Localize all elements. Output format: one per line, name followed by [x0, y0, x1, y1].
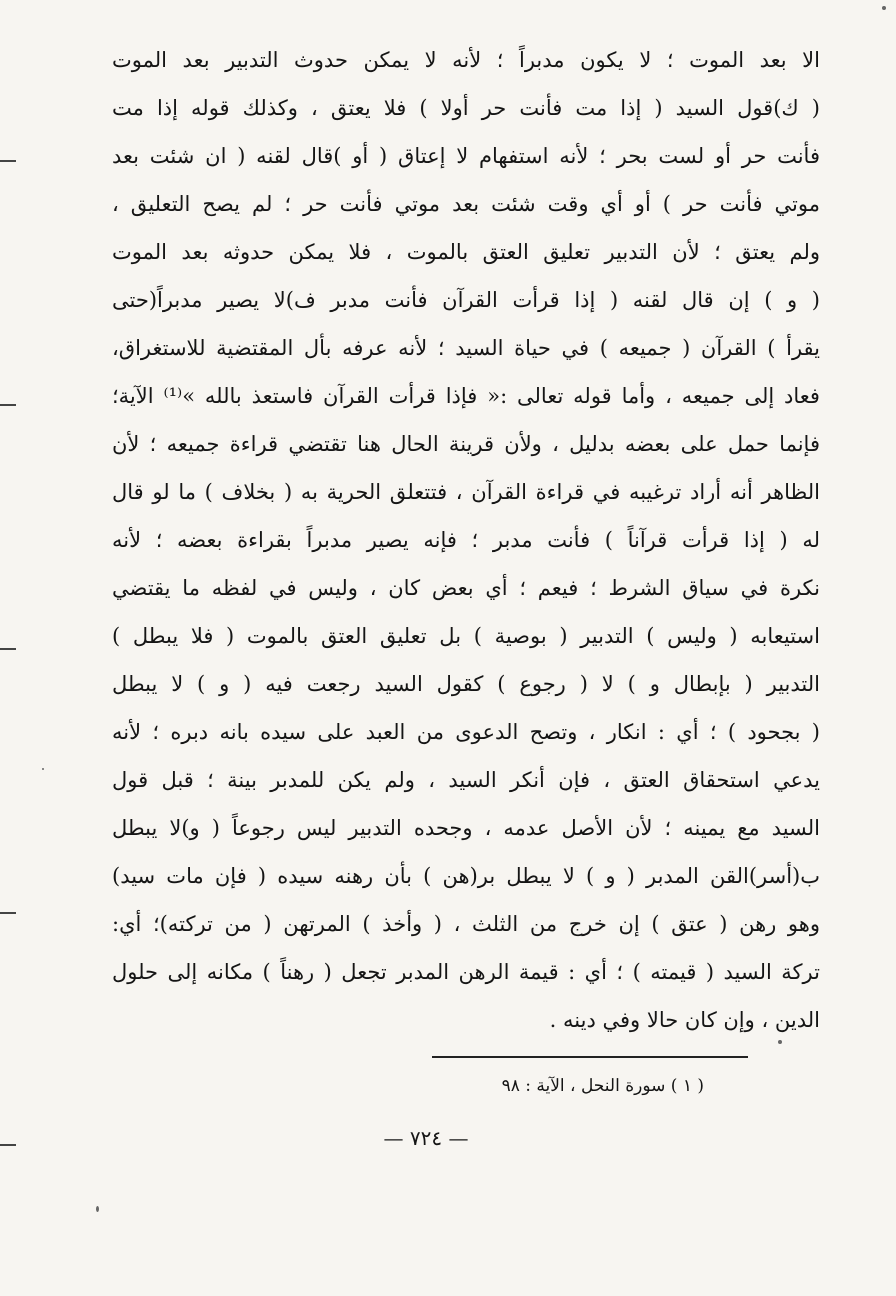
margin-mark [0, 1144, 16, 1146]
footnote-divider [432, 1056, 748, 1058]
footnote: ( ١ ) سورة النحل ، الآية : ٩٨ [501, 1076, 704, 1096]
text-line: له ( إذا قرأت قرآناً ) فأنت مدبر ؛ فإنه يصير مدبراً بقراءة بعضه ؛ لأنه [112, 528, 820, 552]
text-line: استيعابه ( وليس ) التدبير ( بوصية ) بل تعليق العتق بالموت ( فلا يبطل ) [112, 624, 820, 648]
text-line: نكرة في سياق الشرط ؛ فيعم ؛ أي بعض كان ، وليس في لفظه ما يقتضي [112, 576, 820, 600]
text-line: فعاد إلى جميعه ، وأما قوله تعالى :« فإذا قرأت القرآن فاستعذ بالله »⁽¹⁾ الآية؛ [112, 384, 820, 408]
text-line: الظاهر أنه أراد ترغيبه في قراءة القرآن ، فتتعلق الحرية به ( بخلاف ) ما لو قال [112, 480, 820, 504]
text-line: يدعي استحقاق العتق ، فإن أنكر السيد ، ولم يكن للمدبر بينة ؛ قبل قول [112, 768, 820, 792]
text-line: ولم يعتق ؛ لأن التدبير تعليق العتق بالموت ، فلا يمكن حدوثه بعد الموت [112, 240, 820, 264]
ink-speck [882, 6, 886, 10]
text-line: فأنت حر أو لست بحر ؛ لأنه استفهام لا إعتاق ( أو )قال لقنه ( ان شئت بعد [112, 144, 820, 168]
text-line: السيد مع يمينه ؛ لأن الأصل عدمه ، وجحده التدبير ليس رجوعاً ( و)لا يبطل [112, 816, 820, 840]
body-text [112, 36, 820, 1044]
page-number: — ٧٢٤ — [383, 1126, 469, 1150]
margin-mark [0, 912, 16, 914]
text-line: التدبير ( بإبطال و ) لا ( رجوع ) كقول السيد رجعت فيه ( و ) لا يبطل [112, 672, 820, 696]
text-line: ب(أسر)القن المدبر ( و ) لا يبطل بر(هن ) بأن رهنه سيده ( فإن مات سيد) [112, 864, 820, 888]
margin-mark [0, 404, 16, 406]
text-line: فإنما حمل على بعضه بدليل ، ولأن قرينة الحال هنا تقتضي قراءة جميعه ؛ لأن [112, 432, 820, 456]
margin-mark [0, 160, 16, 162]
text-line: موتي فأنت حر ) أو أي وقت شئت بعد موتي فأنت حر ؛ لم يصح التعليق ، [112, 192, 820, 216]
text-line: الا بعد الموت ؛ لا يكون مدبراً ؛ لأنه لا يمكن حدوث التدبير بعد الموت [112, 48, 820, 72]
text-line: تركة السيد ( قيمته ) ؛ أي : قيمة الرهن المدبر تجعل ( رهناً ) مكانه إلى حلول [112, 960, 820, 984]
ink-speck [96, 1206, 99, 1212]
text-line: ( ك)قول السيد ( إذا مت فأنت حر أولا ) فلا يعتق ، وكذلك قوله إذا مت [112, 96, 820, 120]
text-line: يقرأ ) القرآن ( جميعه ) في حياة السيد ؛ لأنه عرفه بأل المقتضية للاستغراق، [112, 336, 820, 360]
margin-mark [0, 648, 16, 650]
text-line: ( بجحود ) ؛ أي : انكار ، وتصح الدعوى من العبد على سيده بانه دبره ؛ لأنه [112, 720, 820, 744]
text-line: وهو رهن ( عتق ) إن خرج من الثلث ، ( وأخذ ) المرتهن ( من تركته)؛ أي: [112, 912, 820, 936]
ink-speck [42, 768, 44, 770]
ink-speck [778, 1040, 782, 1044]
text-line: الدين ، وإن كان حالا وفي دينه . [549, 1008, 820, 1032]
text-line: ( و ) إن قال لقنه ( إذا قرأت القرآن فأنت مدبر ف)لا يصير مدبراً(حتى [112, 288, 820, 312]
